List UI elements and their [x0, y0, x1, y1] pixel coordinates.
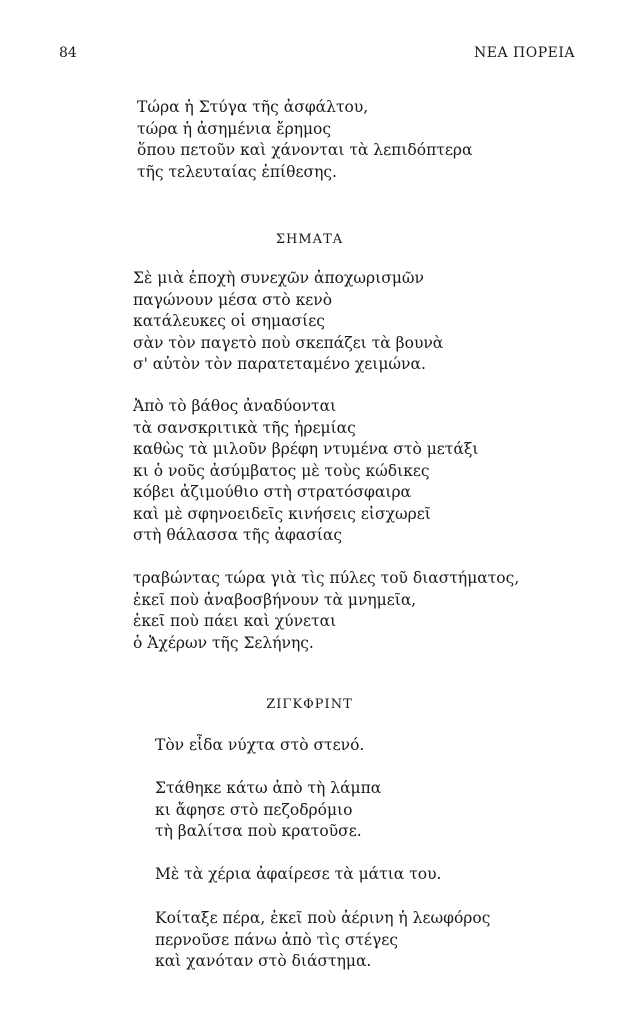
poem1-stanza [137, 97, 472, 183]
poem-line: Στάθηκε κάτω ἀπὸ τὴ λάμπα [155, 779, 382, 797]
poem-line: Τὸν εἶδα νύχτα στὸ στενό. [155, 736, 365, 754]
poem-line: τώρα ἡ ἀσημένια ἔρημος [137, 119, 332, 138]
poem-line: καὶ μὲ σφηνοειδεῖς κινήσεις εἰσχωρεῖ [133, 504, 431, 523]
poem-line: σ' αὐτὸν τὸν παρατεταμένο χειμώνα. [133, 355, 426, 373]
poem3-stanza-2 [155, 778, 381, 843]
poem-line: παγώνουν μέσα στὸ κενὸ [133, 290, 333, 309]
poem3-stanza-4 [155, 908, 490, 973]
poem2-stanza-3 [133, 568, 519, 654]
poem-line: κατάλευκες οἱ σημασίες [133, 312, 325, 330]
poem-line: καὶ χανόταν στὸ διάστημα. [155, 952, 372, 970]
poem-line: τὰ σανσκριτικὰ τῆς ἠρεμίας [133, 418, 356, 437]
poem-line: Ἀπὸ τὸ βάθος ἀναδύονται [133, 397, 337, 415]
poem-line: τῆς τελευταίας ἐπίθεσης. [137, 162, 337, 181]
poem-line: καθὼς τὰ μιλοῦν βρέφη ντυμένα στὸ μετάξι [133, 440, 479, 458]
poem-title-simata: ΣΗΜΑΤΑ [275, 232, 344, 247]
poem3-stanza-3 [155, 864, 441, 886]
poem-line: Τώρα ἡ Στύγα τῆς ἀσφάλτου, [137, 98, 369, 116]
poem-title-siegfried: ΖΙΓΚΦΡΙΝΤ [266, 697, 353, 712]
poem-line: Κοίταξε πέρα, ἐκεῖ ποὺ ἀέρινη ἡ λεωφόρος [155, 909, 491, 927]
poem2-stanza-2 [133, 396, 478, 547]
poem-line: ἐκεῖ ποὺ πάει καὶ χύνεται [133, 612, 337, 630]
poem-line: περνοῦσε πάνω ἀπὸ τὶς στέγες [155, 930, 399, 949]
poem3-stanza-1 [155, 735, 364, 757]
poem-line: σὰν τὸν παγετὸ ποὺ σκεπάζει τὰ βουνὰ [133, 333, 444, 352]
poem-line: κόβει ἀζιμούθιο στὴ στρατόσφαιρα [133, 483, 412, 501]
poem-line: ὁ Ἀχέρων τῆς Σελήνης. [133, 633, 314, 652]
poem-line: Σὲ μιὰ ἐποχὴ συνεχῶν ἀποχωρισμῶν [133, 269, 424, 287]
poem-line: στὴ θάλασσα τῆς ἀφασίας [133, 526, 343, 544]
page-number: 84 [59, 45, 77, 61]
poem-line: τραβώντας τώρα γιὰ τὶς πύλες τοῦ διαστήματος, [133, 569, 520, 587]
running-head: ΝΕΑ ΠΟΡΕΙΑ [474, 45, 575, 61]
poem-line: Μὲ τὰ χέρια ἀφαίρεσε τὰ μάτια του. [155, 865, 442, 883]
poem-line: ἐκεῖ ποὺ ἀναβοσβήνουν τὰ μνημεῖα, [133, 590, 417, 609]
poem-line: κι ὁ νοῦς ἀσύμβατος μὲ τοὺς κώδικες [133, 461, 430, 480]
poem-line: κι ἄφησε στὸ πεζοδρόμιο [155, 800, 353, 819]
poem2-stanza-1 [133, 268, 443, 376]
poem-line: τὴ βαλίτσα ποὺ κρατοῦσε. [155, 822, 362, 840]
poem-line: ὅπου πετοῦν καὶ χάνονται τὰ λεπιδόπτερα [137, 141, 473, 159]
